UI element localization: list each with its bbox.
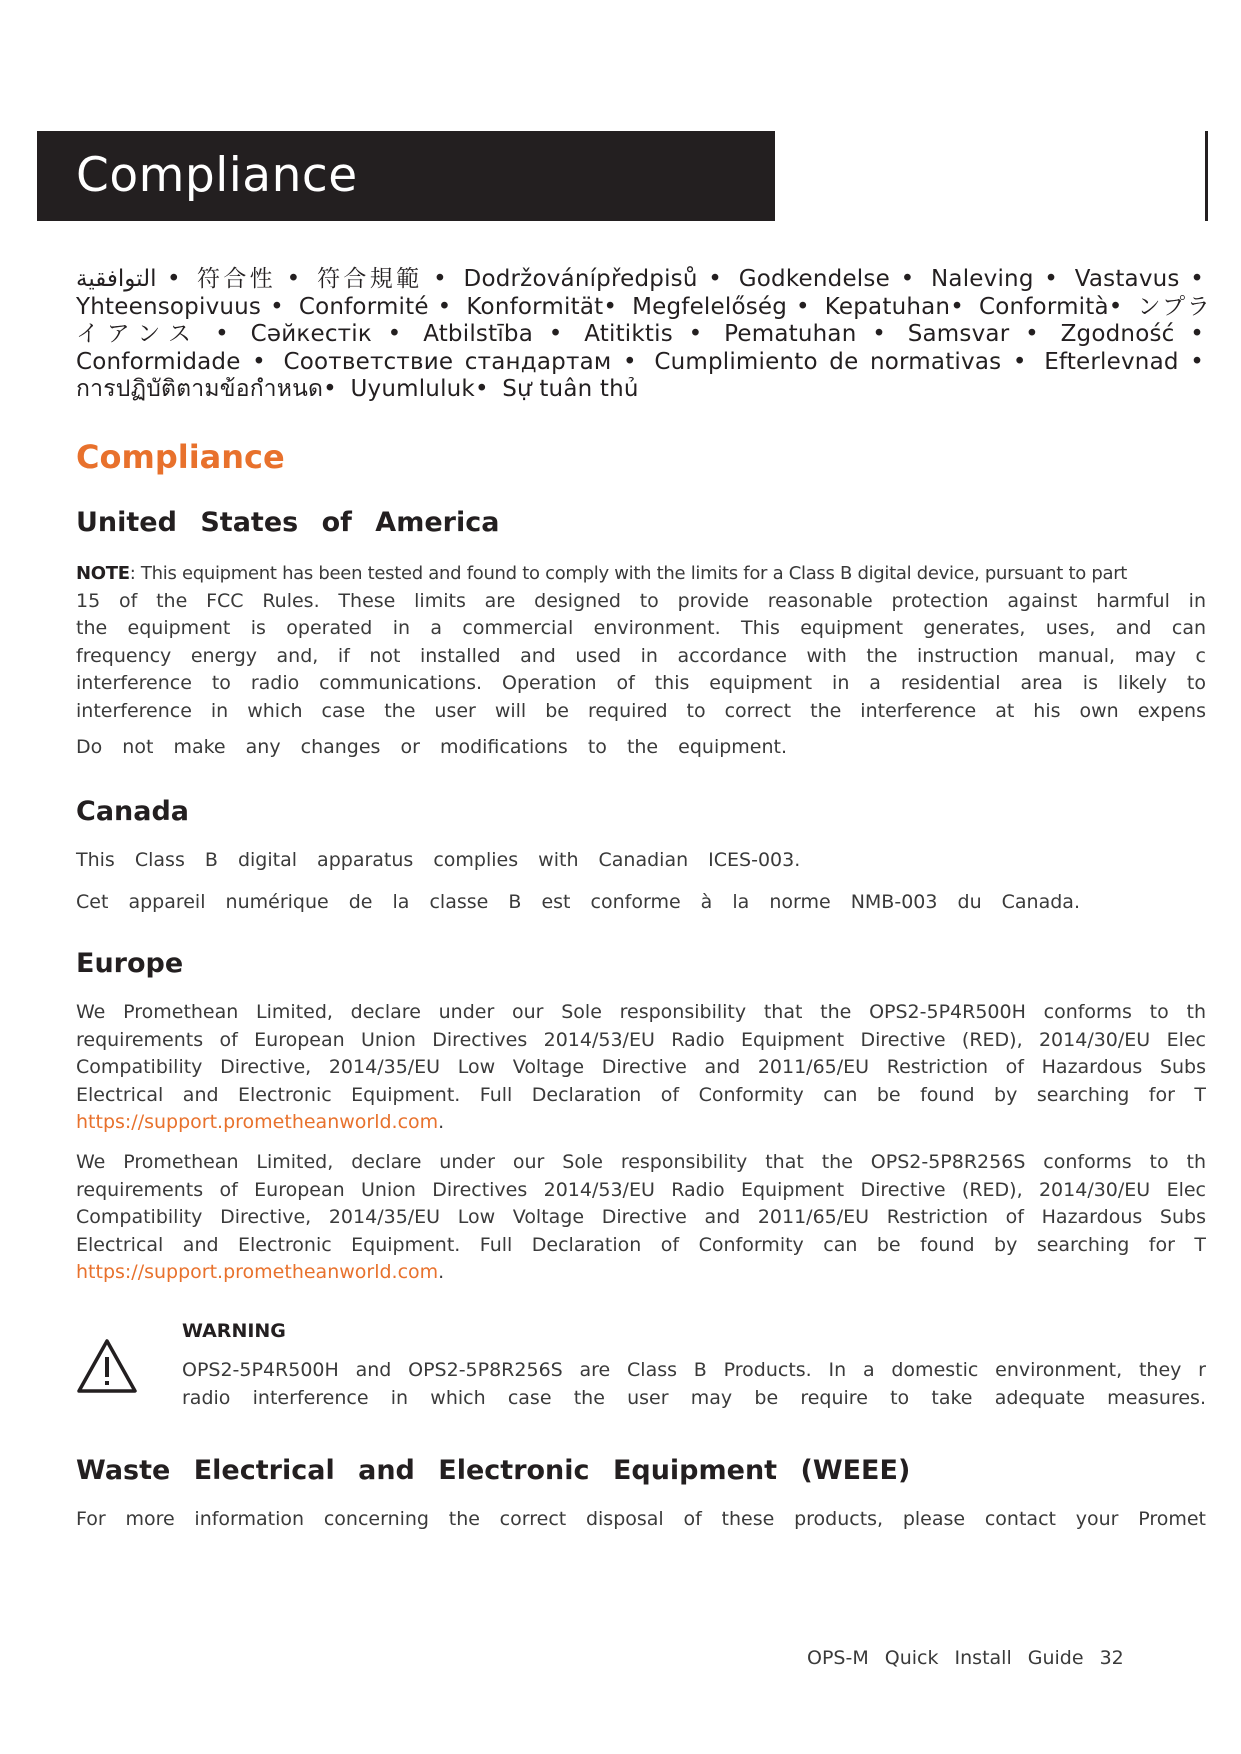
language-item: Cumplimiento de normativas • [654, 348, 1027, 375]
warning-line-2: radio interference in which case the user may be require to take adequate measures. [182, 1387, 1206, 1409]
warning-title: WARNING [182, 1320, 286, 1342]
europe-p1-line-3: Compatibility Directive, 2014/35/EU Low Voltage Directive and 2011/65/EU Restriction of Hazardous Subs [76, 1056, 1206, 1078]
language-list [76, 266, 1210, 404]
language-item: Naleving • [931, 266, 1059, 292]
language-item: Сәйкестік • [250, 321, 402, 347]
weee-text-block [76, 1506, 1206, 1534]
language-item: Atitiktis • [584, 321, 703, 347]
europe-p1-line-2: requirements of European Union Directives 2014/53/EU Radio Equipment Directive (RED), 2014/30/EU Elec [76, 1028, 1206, 1051]
language-item: Vastavus • [1074, 266, 1205, 292]
europe-p2-line-2: requirements of European Union Directives 2014/53/EU Radio Equipment Directive (RED), 2014/30/EU Elec [76, 1178, 1206, 1201]
language-item: Efterlevnad • [1044, 348, 1204, 375]
language-item: Conformità• [978, 293, 1123, 320]
usa-note-line-2: 15 of the FCC Rules. These limits are designed to provide reasonable protection against harmful in [76, 589, 1206, 612]
europe-p2-link-line [76, 1259, 1206, 1287]
language-item: Zgodność • [1060, 321, 1204, 347]
language-item: ンプライアンス • [76, 293, 1211, 347]
warning-icon [76, 1338, 138, 1394]
language-item: Atbilstība • [423, 321, 563, 347]
canada-line-fr: Cet appareil numérique de la classe B est conforme à la norme NMB-003 du Canada. [76, 891, 1080, 913]
language-item: การปฏิบัติตามข้อกำหนด• [76, 376, 337, 402]
usa-changes: Do not make any changes or modifications to the equipment. [76, 736, 788, 758]
usa-note [76, 560, 1206, 725]
language-item: Uyumluluk• [350, 376, 489, 402]
page-footer: OPS-M Quick Install Guide 32 [807, 1647, 1124, 1669]
link-suffix-2: . [438, 1261, 445, 1283]
usa-note-line-4: frequency energy and, if not installed and used in accordance with the instruction manual, may c [76, 644, 1206, 667]
language-item: 符合性 • [197, 266, 301, 292]
language-item: Yhteensopivuus • [76, 293, 284, 320]
banner-title: Compliance [76, 148, 358, 203]
language-item: Kepatuhan• [824, 293, 964, 320]
usa-note-line-1-text: : This equipment has been tested and found to comply with the limits for a Class B digital device, pursuant to part [129, 563, 1128, 584]
usa-note-line-5: interference to radio communications. Operation of this equipment in a residential area is likely to [76, 672, 1206, 694]
language-item: Conformidade • [76, 348, 266, 375]
language-item: Sự tuân thủ [502, 376, 639, 402]
europe-p2-line-1: We Promethean Limited, declare under our Sole responsibility that the OPS2-5P8R256S conforms to th [76, 1151, 1206, 1173]
canada-heading: Canada [76, 796, 190, 827]
europe-para-1 [76, 999, 1206, 1137]
canada-line-en: This Class B digital apparatus complies with Canadian ICES-003. [76, 849, 801, 871]
language-item: Godkendelse • [738, 266, 915, 292]
link-suffix: . [438, 1111, 445, 1133]
language-item: Dodržovánípředpisů • [463, 266, 723, 292]
margin-bar [1205, 131, 1208, 221]
europe-heading: Europe [76, 948, 184, 979]
usa-note-line-1 [76, 560, 1206, 588]
usa-note-line-3: the equipment is operated in a commercial environment. This equipment generates, uses, and can [76, 617, 1206, 639]
language-item: Megfelelőség • [632, 293, 810, 320]
page-banner [37, 131, 775, 221]
europe-p1-link-line [76, 1109, 1206, 1137]
note-label: NOTE [76, 563, 130, 584]
language-item: Samsvar • [907, 321, 1039, 347]
language-item: Соответствие стандартам • [283, 348, 637, 375]
europe-p2-line-3: Compatibility Directive, 2014/35/EU Low Voltage Directive and 2011/65/EU Restriction of Hazardous Subs [76, 1206, 1206, 1228]
language-item: 符合規範 • [317, 266, 447, 292]
support-link[interactable]: https://support.prometheanworld.com [76, 1111, 439, 1133]
europe-p1-line-4: Electrical and Electronic Equipment. Full Declaration of Conformity can be found by searching for T [76, 1083, 1206, 1106]
warning-text [182, 1356, 1206, 1412]
language-item: Pematuhan • [724, 321, 886, 347]
language-item: Konformität• [466, 293, 618, 320]
usa-heading: United States of America [76, 507, 500, 538]
language-item: Conformité • [298, 293, 452, 320]
language-item: التوافقية • [76, 266, 181, 292]
usa-note-line-6: interference in which case the user will be required to correct the interference at his own expens [76, 699, 1206, 722]
warning-line-1: OPS2-5P4R500H and OPS2-5P8R256S are Class B Products. In a domestic environment, they r [182, 1359, 1206, 1381]
europe-p1-line-1: We Promethean Limited, declare under our Sole responsibility that the OPS2-5P4R500H conforms to th [76, 1001, 1206, 1023]
weee-heading: Waste Electrical and Electronic Equipment (WEEE) [76, 1455, 911, 1486]
support-link-2[interactable]: https://support.prometheanworld.com [76, 1261, 439, 1283]
section-heading: Compliance [76, 438, 285, 476]
europe-p2-line-4: Electrical and Electronic Equipment. Full Declaration of Conformity can be found by searching for T [76, 1233, 1206, 1256]
weee-text: For more information concerning the correct disposal of these products, please contact your Promet [76, 1508, 1206, 1530]
europe-para-2 [76, 1149, 1206, 1287]
